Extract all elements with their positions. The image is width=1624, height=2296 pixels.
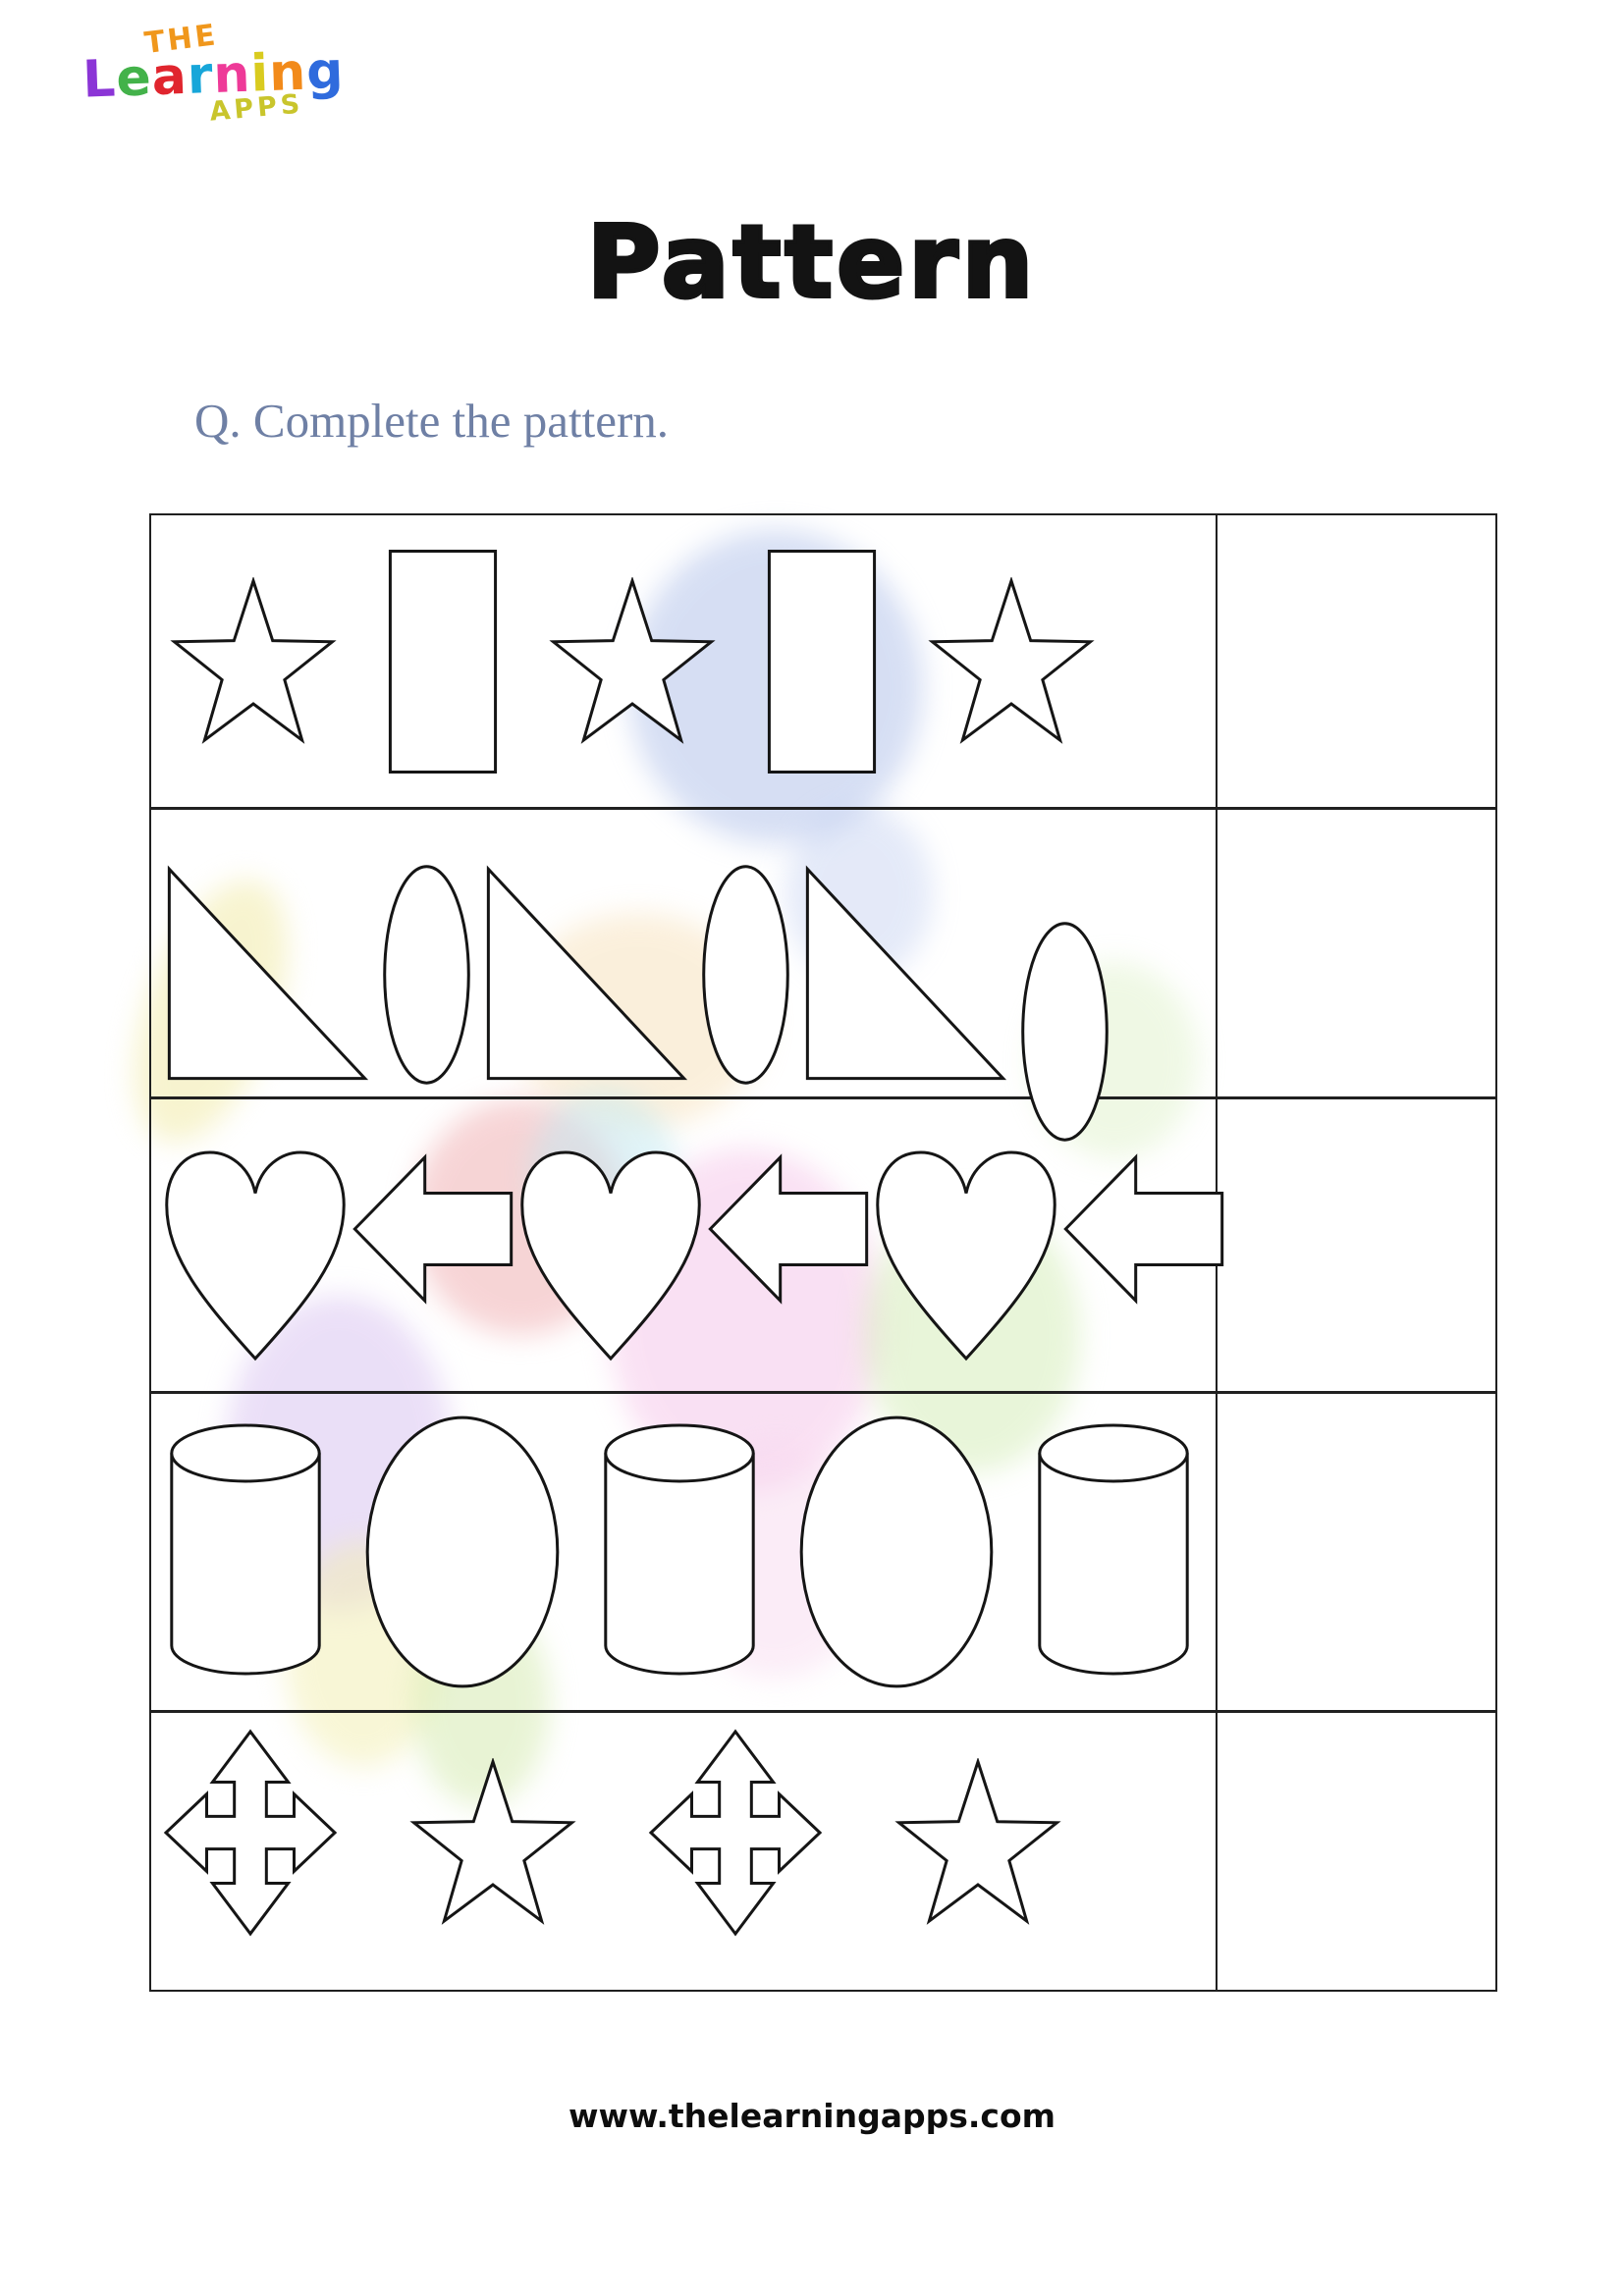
star-shape xyxy=(406,1758,579,1927)
oval-shape xyxy=(381,863,472,1087)
brand-logo-apps: APPS xyxy=(208,88,305,128)
answer-cell[interactable] xyxy=(1218,1099,1495,1394)
right-triangle-shape xyxy=(801,861,1009,1087)
right-triangle-shape xyxy=(482,861,690,1087)
star-shape xyxy=(546,577,719,746)
move-arrow-shape xyxy=(163,1729,338,1937)
pattern-cell xyxy=(151,515,1218,810)
pattern-row xyxy=(151,1394,1495,1713)
move-arrow-shape xyxy=(648,1729,823,1937)
answer-cell[interactable] xyxy=(1218,515,1495,810)
star-shape xyxy=(925,577,1098,746)
rectangle-shape xyxy=(387,548,499,775)
pattern-table xyxy=(149,513,1497,1992)
right-triangle-shape xyxy=(163,861,371,1087)
heart-shape xyxy=(872,1147,1060,1364)
brand-logo-letter: n xyxy=(268,42,308,103)
pattern-cell xyxy=(151,810,1218,1099)
heart-shape xyxy=(516,1147,705,1364)
pattern-cell xyxy=(151,1713,1218,1990)
heart-shape xyxy=(161,1147,350,1364)
pattern-cell xyxy=(151,1099,1218,1394)
cylinder-shape xyxy=(167,1420,324,1683)
page-title: Pattern xyxy=(586,204,1038,321)
pattern-row xyxy=(151,1099,1495,1394)
brand-logo-letter: r xyxy=(186,46,215,106)
pattern-row xyxy=(151,1713,1495,1990)
brand-logo xyxy=(81,11,346,128)
cylinder-shape xyxy=(601,1420,758,1683)
brand-logo-letter: n xyxy=(212,44,252,105)
cylinder-shape xyxy=(1035,1420,1192,1683)
brand-logo-letter: i xyxy=(249,44,271,104)
question-text: Q. Complete the pattern. xyxy=(194,394,670,448)
brand-logo-the: THE xyxy=(142,18,221,62)
answer-cell[interactable] xyxy=(1218,810,1495,1099)
brand-logo-letter: L xyxy=(81,49,118,110)
rectangle-shape xyxy=(766,548,878,775)
brand-logo-letter: e xyxy=(115,48,153,109)
oval-large-shape xyxy=(361,1412,564,1692)
arrow-left-shape xyxy=(352,1148,514,1310)
arrow-left-shape xyxy=(1062,1148,1225,1310)
pattern-row xyxy=(151,515,1495,810)
oval-large-shape xyxy=(795,1412,998,1692)
pattern-row xyxy=(151,810,1495,1099)
oval-shape xyxy=(700,863,791,1087)
brand-logo-letter: a xyxy=(150,46,189,108)
star-shape xyxy=(167,577,340,746)
footer-url: www.thelearningapps.com xyxy=(568,2097,1056,2135)
brand-logo-letter: g xyxy=(305,41,346,102)
arrow-left-shape xyxy=(707,1148,870,1310)
pattern-cell xyxy=(151,1394,1218,1713)
answer-cell[interactable] xyxy=(1218,1713,1495,1990)
answer-cell[interactable] xyxy=(1218,1394,1495,1713)
star-shape xyxy=(892,1758,1064,1927)
